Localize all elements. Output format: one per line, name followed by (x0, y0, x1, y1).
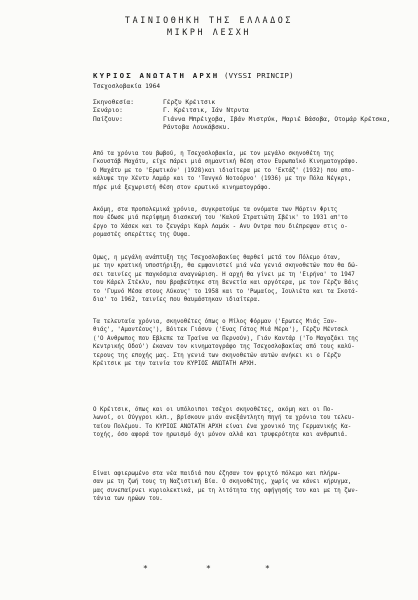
credit-value: Γιάννα Μπρέιχοβα, Ιβάν Μιστρύκ, Μαριέ Βάσοβα, Οτομάρ Κρέτσκα, (163, 115, 391, 123)
credit-row-screenplay (93, 107, 390, 115)
text-line: έργο το Χάσεκ και το ζευγάρι Καρλ Λαμάκ - Ανυ Οντρα που διέπρεψαν στις ο- (93, 223, 348, 230)
text-line: τοχής, όσο αφορά τον ηρωισμό όχι μόνον αλλά και τρυφερότητα και ανθρωπιά. (93, 432, 348, 439)
asterisk: * (206, 564, 211, 573)
text-line: του Κάρελ Στέκλυ, που βραβεύτηκε στη Βενετία και αργότερα, με τον Γέρζυ Βάις (93, 280, 359, 287)
text-line: Κεντρικής Οδού') έκαναν τον κινηματογράφο της Τσεχοσλοβακίας από τους καλύ- (93, 344, 355, 351)
text-line: το 'Γυμνό Μέσα στους Λύκους' το 1958 και το 'Ρωμαίος, Ιουλιέτα και τα Σκοτά- (93, 288, 359, 295)
credit-row-cast-continued (93, 124, 390, 132)
film-title-greek: ΚΥΡΙΟΣ ΑΝΩΤΑΤΗ ΑΡΧΗ (93, 71, 220, 80)
archive-name: ΤΑΙΝΙΟΘΗΚΗ ΤΗΣ ΕΛΛΑΔΟΣ (124, 15, 294, 25)
credit-value: Ράντοβα Λουκάβσκυ. (163, 123, 231, 131)
credit-label: Σκηνοθεσία: (93, 99, 134, 106)
paragraph-3 (93, 254, 393, 304)
text-line: θιάς', 'Αμαντέους'), Βόιτεκ Γιάσνυ ('Ενας Γάτος Μιά Μέρα'), Γέρζυ Μέντσελ (93, 327, 348, 334)
text-line: Ακόμη, στα προπολεμικά χρόνια, συγκρατούμε τα ονόματα των Μάρτιν Φριτς (93, 207, 338, 213)
club-name: ΜΙΚΡΗ ΛΕΣΧΗ (166, 27, 252, 37)
text-line: σαν με τη ζωή τους τη Ναζιστική Βία. Ο σκηνοθέτης, χωρίς να κάνει κήρυγμα, (93, 479, 352, 486)
text-line: με την κρατική υποστήριξη, θα εμφανιστεί μιά νέα γενιά σκηνοθετών που θα δώ- (93, 263, 359, 270)
paragraph-6 (93, 470, 393, 504)
paragraph-1 (93, 150, 393, 192)
asterisk: * (143, 564, 148, 573)
text-line: Ο Κρέιτσικ, όπως και οι υπόλοιποι τσέχοι σκηνοθέτες, ακόμη και οι Πο- (93, 407, 334, 413)
credit-label: Σενάριο: (93, 107, 123, 115)
text-line: τερους της εποχής μας. Στη γενιά των σκηνοθετών αυτών ανήκει κι ο Γέρζυ (93, 352, 341, 359)
paragraph-4 (93, 318, 393, 368)
text-line: που έδωσε μιά περίφημη διασκευή του 'Καλού Στρατιώτη Σβέικ' το 1931 απ'το (93, 215, 348, 222)
text-line: Τα τελευταία χρόνια, σκηνοθέτες όπως ο Μίλος Φόρμαν ('Ερωτες Μιάς Ξαν- (93, 319, 338, 325)
text-line: Ομως, η μεγάλη ανάπτυξη της Τσεχοσλοβακίας θαρθεί μετά τον Πόλεμο όταν, (93, 255, 341, 261)
text-line: λωνοί, οι Ούγγροι κλπ., βρίσκουν μιάν ανεξάντλητη πηγή τα χρόνια του τελευ- (93, 415, 355, 422)
credit-label (93, 124, 163, 132)
credit-row-cast (93, 116, 390, 124)
asterisk: * (265, 564, 270, 573)
film-title-original: (VYSSI PRINCIP) (224, 71, 294, 80)
credits-block (93, 99, 390, 132)
film-title (93, 71, 294, 80)
text-line: δια' το 1962, ταινίες που θαυμάστηκαν ιδιαίτερα. (93, 297, 261, 304)
film-country-year: Τσεχοσλοβακία 1964 (93, 83, 161, 90)
text-line: ρομαστές οπερέττες της Ουφα. (93, 232, 191, 239)
text-line: Κρέιτσικ με την ταινία του ΚΥΡΙΟΣ ΑΝΩΤΑΤΗ ΑΡΧΗ. (93, 361, 258, 368)
text-line: Από τα χρόνια του βωβού, η Τσεχοσλοβακία, με τον μεγάλο σκηνοθέτη της (93, 151, 334, 157)
text-line: ταίου Πολέμου. Το ΚΥΡΙΟΣ ΑΝΩΤΑΤΗ ΑΡΧΗ είναι ένα χρονικό της Γερμανικής Κα- (93, 423, 352, 430)
text-line: Ο Μαχάτυ με το 'Ερωτικόν' (1928)και ιδιαίτερα με το 'Εκτάζ' (1932) που απο- (93, 167, 355, 174)
credit-value: Γέρζυ Κρέιτσικ (163, 99, 216, 106)
text-line: σει ταινίες με παγκόσμια αναγνώριση. Η αρχή θα γίνει με τη 'Ειρήνα' το 1947 (93, 271, 355, 278)
text-line: τάνια των ηρώων του. (93, 496, 163, 503)
text-line: Γκουστάβ Μαχάτυ, είχε πάρει μιά σημαντική θέση στον Ευρωπαϊκό Κινηματογράφο. (93, 159, 359, 166)
text-line: πήρε μιά ξεχωριστή θέση στον ερωτικό κινηματογράφο. (93, 184, 271, 191)
text-line: κάλυψε την Χέντυ Λαμάρ και το 'Τανγκό Νοτοόρνο' (1936) με την Πόλα Νέγκρι, (93, 176, 352, 183)
credit-label: Παίζουν: (93, 115, 123, 123)
text-line: Είναι αφιερωμένο στα νέα παιδιά που έζησαν τον φριχτό πόλεμο και πλήρω- (93, 471, 341, 477)
text-line: ('Ο Ανθρωπος που Εβλεπε τα Τραίνα να Περνούν), Γιάν Καντάρ ('Το Μαγαζάκι της (93, 335, 359, 342)
paragraph-5 (93, 406, 393, 440)
credit-value: Γ. Κρέιτσικ, Ιάν Ντρντα (163, 107, 249, 115)
paragraph-2 (93, 206, 393, 240)
text-line: μας συνεπαίρνει κυριολεκτικά, με τη λιτότητα της αφήγησής του και με τη ζων- (93, 487, 359, 494)
